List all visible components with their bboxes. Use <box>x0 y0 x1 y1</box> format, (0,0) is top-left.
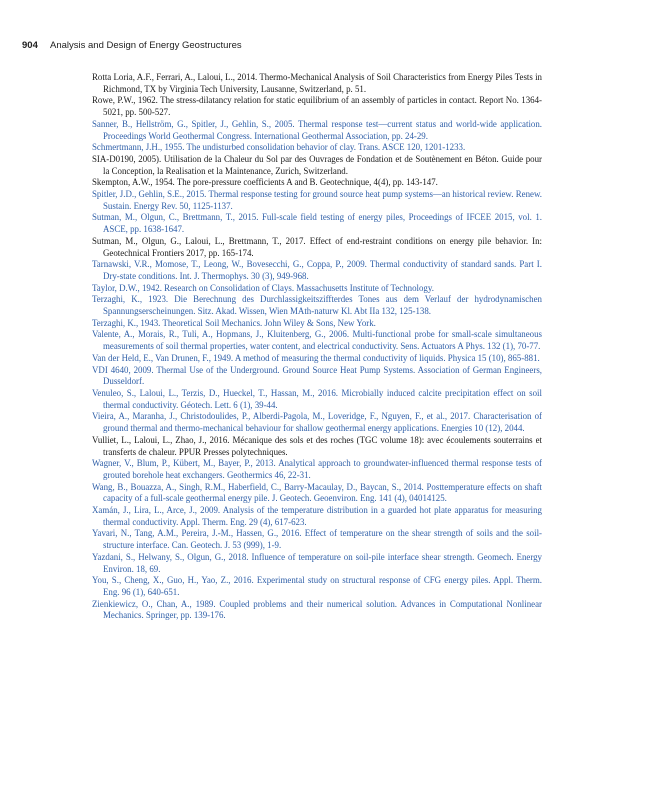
reference-entry: Vulliet, L., Laloui, L., Zhao, J., 2016. Mécanique des sols et des roches (TGC volume 18): avec écoulements souterrains et transferts de chaleur. PPUR Presses polytechniques. <box>92 434 542 457</box>
reference-entry[interactable]: Venuleo, S., Laloui, L., Terzis, D., Hueckel, T., Hassan, M., 2016. Microbially induced calcite precipitation effect on soil thermal conductivity. Géotech. Lett. 6 (1), 39-44. <box>92 387 542 410</box>
reference-entry[interactable]: Van der Held, E., Van Drunen, F., 1949. A method of measuring the thermal conductivity of liquids. Physica 15 (10), 865-881. <box>92 352 540 363</box>
reference-entry: Rotta Loria, A.F., Ferrari, A., Laloui, L., 2014. Thermo-Mechanical Analysis of Soil Characteristics from Energy Piles Tests in Richmond, TX by Virginia Tech University, Lausanne, Switzerland, p. 51. <box>92 72 542 94</box>
reference-entry[interactable]: Terzaghi, K., 1943. Theoretical Soil Mechanics. John Wiley & Sons, New York. <box>92 317 376 328</box>
reference-entry[interactable]: Xamán, J., Lira, L., Arce, J., 2009. Analysis of the temperature distribution in a guarded hot plate apparatus for measuring thermal conductivity. Appl. Therm. Eng. 29 (4), 617-623. <box>92 505 542 527</box>
reference-entry[interactable]: Zienkiewicz, O., Chan, A., 1989. Coupled problems and their numerical solution. Advances in Computational Nonlinear Mechanics. Springer, pp. 139-176. <box>92 598 542 621</box>
reference-entry: Sutman, M., Olgun, G., Laloui, L., Brettmann, T., 2017. Effect of end-restraint conditions on energy pile behavior. In: Geotechnical Frontiers 2017, pp. 165-174. <box>92 235 542 258</box>
reference-entry[interactable]: Yazdani, S., Helwany, S., Olgun, G., 2018. Influence of temperature on soil-pile interface shear strength. Geomech. Energy Environ. 18, 69. <box>92 551 542 574</box>
reference-entry[interactable]: Spitler, J.D., Gehlin, S.E., 2015. Thermal response testing for ground source heat pump systems—an historical review. Renew. Sustain. Energy Rev. 50, 1125-1137. <box>92 189 542 211</box>
reference-entry: Rowe, P.W., 1962. The stress-dilatancy relation for static equilibrium of an assembly of particles in contact. Report No. 1364-5021, pp. 500-527. <box>92 95 542 118</box>
reference-entry[interactable]: You, S., Cheng, X., Guo, H., Yao, Z., 2016. Experimental study on structural response of CFG energy piles. Appl. Therm. Eng. 96 (1), 640-651. <box>92 575 542 597</box>
page-number: 904 <box>22 40 38 51</box>
running-title: Analysis and Design of Energy Geostructures <box>49 40 242 51</box>
running-header <box>22 40 242 51</box>
reference-entry[interactable]: Wang, B., Bouazza, A., Singh, R.M., Haberfield, C., Barry-Macaulay, D., Baycan, S., 2014. Posttemperature effects on shaft capacity of a full-scale geothermal energy pile. J. Geotech. Geoenviron. Eng. 141 (4), 04014125. <box>92 481 542 504</box>
reference-entry[interactable]: VDI 4640, 2009. Thermal Use of the Underground. Ground Source Heat Pump Systems. Association of German Engineers, Dusseldorf. <box>92 364 542 387</box>
reference-entry[interactable]: Tarnawski, V.R., Momose, T., Leong, W., Bovesecchi, G., Coppa, P., 2009. Thermal conductivity of standard sands. Part I. Dry-state conditions. Int. J. Thermophys. 30 (3), 949-968. <box>92 259 542 281</box>
reference-entry: Skempton, A.W., 1954. The pore-pressure coefficients A and B. Geotechnique, 4(4), pp. 143-147. <box>92 177 438 188</box>
reference-entry[interactable]: Terzaghi, K., 1923. Die Berechnung des Durchlassigkeitsziffterdes Tones aus dem Verlauf der hydrodynamischen Spannungserscheinungen. Sitz. Akad. Wissen, Wien MAth-naturw Kl. Abt IIa 132, 125-138. <box>92 294 542 317</box>
reference-entry[interactable]: Sanner, B., Hellström, G., Spitler, J., Gehlin, S., 2005. Thermal response test—current status and world-wide application. Proceedings World Geothermal Congress. International Geothermal Association, pp. 24-29. <box>92 118 542 141</box>
reference-entry[interactable]: Yavari, N., Tang, A.M., Pereira, J.-M., Hassen, G., 2016. Effect of temperature on the shear strength of soils and the soil-structure interface. Can. Geotech. J. 53 (999), 1-9. <box>92 528 542 551</box>
reference-entry[interactable]: Schmertmann, J.H., 1955. The undisturbed consolidation behavior of clay. Trans. ASCE 120, 1201-1233. <box>92 142 466 153</box>
reference-entry: SIA-D0190, 2005). Utilisation de la Chaleur du Sol par des Ouvrages de Fondation et de Soutènement en Béton. Guide pour la Conception, la Realisation et la Maintenance, Zurich, Switzerland. <box>92 153 542 176</box>
reference-entry[interactable]: Taylor, D.W., 1942. Research on Consolidation of Clays. Massachusetts Institute of Technology. <box>92 282 434 293</box>
reference-entry[interactable]: Sutman, M., Olgun, C., Brettmann, T., 2015. Full-scale field testing of energy piles, Proceedings of IFCEE 2015, vol. 1. ASCE, pp. 1638-1647. <box>92 212 542 235</box>
reference-list <box>92 72 542 622</box>
reference-entry[interactable]: Vieira, A., Maranha, J., Christodoulides, P., Alberdi-Pagola, M., Loveridge, F., Nguyen, F., et al., 2017. Characterisation of ground thermal and thermo-mechanical behaviour for shallow geothermal energy applications. Energies 10 (12), 2044. <box>92 411 542 434</box>
reference-entry[interactable]: Valente, A., Morais, R., Tuli, A., Hopmans, J., Kluitenberg, G., 2006. Multi-functional probe for small-scale simultaneous measurements of soil thermal properties, water content, and electrical conductivity. Sens. Actuators A Phys. 132 (1), 70-77. <box>92 329 542 352</box>
reference-entry[interactable]: Wagner, V., Blum, P., Kübert, M., Bayer, P., 2013. Analytical approach to groundwater-influenced thermal response tests of grouted borehole heat exchangers. Geothermics 46, 22-31. <box>92 458 542 480</box>
